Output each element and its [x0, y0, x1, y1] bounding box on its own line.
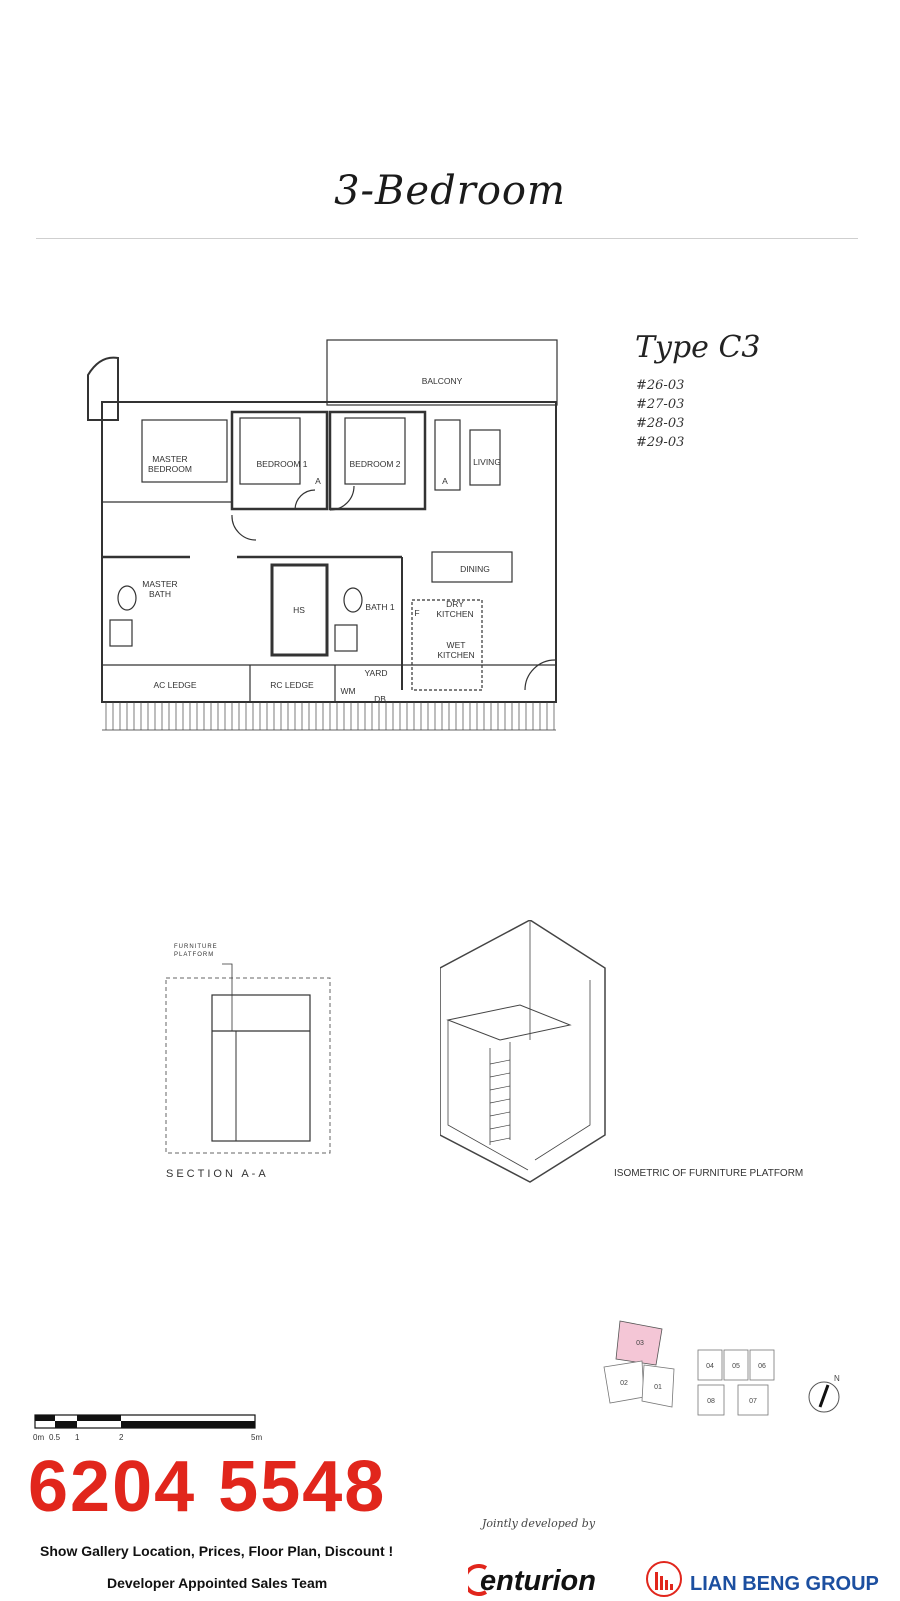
- door-swing: [232, 515, 256, 540]
- scale-bar: [33, 1413, 273, 1443]
- bed-1: [240, 418, 300, 484]
- section-marker: A: [315, 476, 321, 486]
- toilet: [344, 588, 362, 612]
- callout-text: FURNITURE: [174, 944, 218, 950]
- label-wm: WM: [340, 686, 356, 696]
- label-master-bedroom: BEDROOM: [148, 464, 192, 474]
- label-ac-ledge: AC LEDGE: [153, 680, 197, 690]
- label-yard: YARD: [364, 668, 388, 678]
- label-master-bedroom: MASTER: [152, 454, 188, 464]
- label-balcony: BALCONY: [421, 376, 463, 386]
- iso-outline: [440, 920, 605, 1182]
- key-label: 05: [732, 1363, 740, 1370]
- label-bedroom1: BEDROOM 1: [256, 459, 308, 469]
- callout-leader: [222, 964, 232, 1031]
- scale-segment: [77, 1415, 121, 1421]
- ladder-rung: [490, 1060, 510, 1064]
- grille-bars: [106, 702, 554, 730]
- label-bedroom2: BEDROOM 2: [349, 459, 401, 469]
- scale-segment: [55, 1421, 77, 1428]
- key-plan: [598, 1315, 848, 1435]
- label-dry-kitchen: KITCHEN: [436, 609, 474, 619]
- scale-segment: [121, 1421, 255, 1428]
- unit-number: #29-03: [636, 435, 685, 450]
- scale-segment: [35, 1415, 55, 1421]
- section-marker: A: [442, 476, 448, 486]
- label-hs: HS: [293, 605, 305, 615]
- key-label: 06: [758, 1363, 766, 1370]
- label-dining: DINING: [460, 564, 490, 574]
- label-db: DB: [374, 694, 386, 704]
- scale-tick: 1: [75, 1433, 80, 1442]
- scale-tick: 0m: [33, 1433, 45, 1442]
- scale-tick: 5m: [251, 1433, 263, 1442]
- key-label: 07: [749, 1398, 757, 1405]
- ladder-rung: [490, 1138, 510, 1142]
- label-living: LIVING: [473, 457, 501, 467]
- label-rc-ledge: RC LEDGE: [270, 680, 314, 690]
- balcony-outline: [327, 340, 557, 405]
- bed-2: [345, 418, 405, 484]
- ledge-grille: [102, 702, 556, 730]
- scale-tick: 0.5: [49, 1433, 61, 1442]
- ladder-rung: [490, 1073, 510, 1077]
- unit-type-label: Type C3: [635, 330, 761, 365]
- label-dry-kitchen: DRY: [446, 599, 464, 609]
- label-master-bath: MASTER: [142, 579, 178, 589]
- label-wet-kitchen: KITCHEN: [437, 650, 475, 660]
- page-title: 3-Bedroom: [334, 168, 566, 214]
- iso-inner: [535, 980, 590, 1160]
- isometric-drawing: [440, 920, 620, 1190]
- promo-text: Show Gallery Location, Prices, Floor Plan, Discount !: [40, 1543, 394, 1559]
- section-outline: [212, 995, 310, 1141]
- section-label: SECTION A-A: [166, 1168, 269, 1180]
- north-label: N: [834, 1374, 840, 1383]
- callout-text: PLATFORM: [174, 952, 215, 958]
- label-wet-kitchen: WET: [446, 640, 466, 650]
- door-swing: [295, 490, 315, 510]
- iso-inner: [448, 1020, 528, 1170]
- key-label: 01: [654, 1384, 662, 1391]
- unit-number: #28-03: [636, 416, 685, 431]
- lian-beng-logo: LIAN BENG GROUP: [690, 1573, 879, 1595]
- jointly-developed-text: Jointly developed by: [482, 1517, 596, 1530]
- door-swing: [330, 486, 354, 510]
- centurion-logo: enturion: [480, 1565, 596, 1597]
- label-fridge: F: [414, 608, 420, 618]
- key-label: 04: [706, 1363, 714, 1370]
- unit-number: #26-03: [636, 378, 685, 393]
- sales-team-text: Developer Appointed Sales Team: [107, 1575, 328, 1591]
- key-label: 08: [707, 1398, 715, 1405]
- ladder-rung: [490, 1125, 510, 1129]
- shower: [110, 620, 132, 646]
- north-arrow-needle: [820, 1385, 828, 1407]
- iso-ladder-rungs: [490, 1060, 510, 1142]
- isometric-label: ISOMETRIC OF FURNITURE PLATFORM: [614, 1168, 804, 1179]
- key-label: 03: [636, 1340, 644, 1347]
- toilet: [118, 586, 136, 610]
- label-master-bath: BATH: [148, 589, 172, 599]
- label-bath1: BATH 1: [365, 602, 395, 612]
- shower: [335, 625, 357, 651]
- phone-number[interactable]: 6204 5548: [28, 1447, 387, 1527]
- scale-tick: 2: [119, 1433, 124, 1442]
- key-label: 02: [620, 1380, 628, 1387]
- ladder-rung: [490, 1099, 510, 1103]
- lian-beng-logo-icon: [645, 1560, 683, 1598]
- section-drawing: [160, 935, 340, 1165]
- unit-number: #27-03: [636, 397, 685, 412]
- iso-platform: [448, 1005, 570, 1040]
- floor-plan: [0, 0, 900, 760]
- ladder-rung: [490, 1086, 510, 1090]
- ladder-rung: [490, 1112, 510, 1116]
- section-frame: [166, 978, 330, 1153]
